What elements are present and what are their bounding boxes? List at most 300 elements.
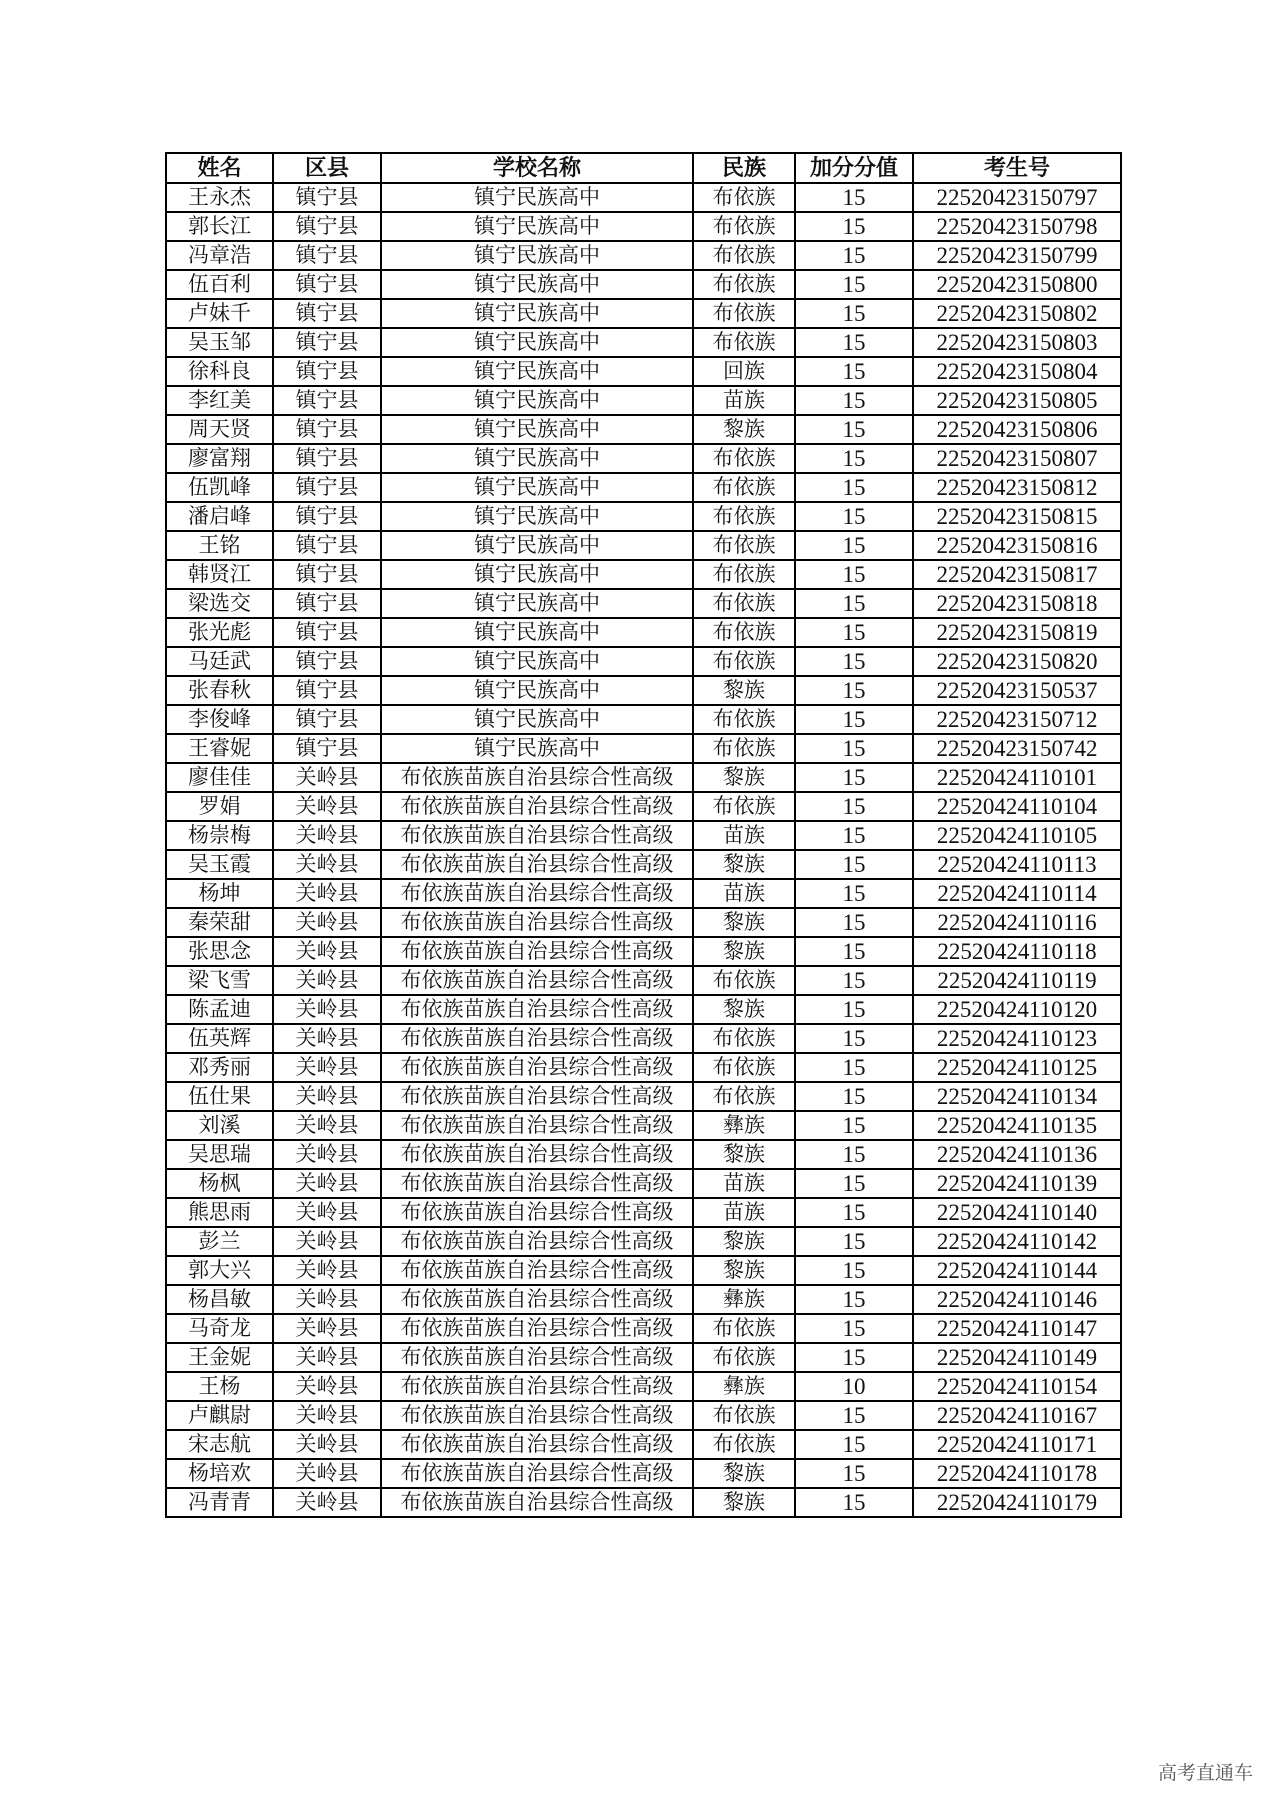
name-cell: 冯青青 — [166, 1488, 273, 1517]
table-row — [166, 415, 1121, 444]
school-cell: 镇宁民族高中 — [381, 647, 693, 676]
bonus-cell: 15 — [795, 1401, 913, 1430]
district-cell: 关岭县 — [273, 850, 381, 879]
school-cell: 布依族苗族自治县综合性高级 — [381, 1082, 693, 1111]
table-row — [166, 1459, 1121, 1488]
ethnicity-cell: 黎族 — [693, 937, 795, 966]
name-cell: 伍凯峰 — [166, 473, 273, 502]
school-cell: 布依族苗族自治县综合性高级 — [381, 1285, 693, 1314]
name-cell: 陈孟迪 — [166, 995, 273, 1024]
table-row — [166, 212, 1121, 241]
school-cell: 布依族苗族自治县综合性高级 — [381, 1430, 693, 1459]
name-cell: 杨崇梅 — [166, 821, 273, 850]
exam-id-cell: 22520424110144 — [913, 1256, 1121, 1285]
table-row — [166, 531, 1121, 560]
table-row — [166, 328, 1121, 357]
school-cell: 布依族苗族自治县综合性高级 — [381, 1488, 693, 1517]
district-cell: 镇宁县 — [273, 415, 381, 444]
bonus-cell: 15 — [795, 618, 913, 647]
table-row — [166, 937, 1121, 966]
name-cell: 王铭 — [166, 531, 273, 560]
table-row — [166, 444, 1121, 473]
ethnicity-cell: 黎族 — [693, 995, 795, 1024]
ethnicity-cell: 黎族 — [693, 1488, 795, 1517]
exam-id-cell: 22520423150803 — [913, 328, 1121, 357]
school-cell: 布依族苗族自治县综合性高级 — [381, 966, 693, 995]
district-cell: 关岭县 — [273, 908, 381, 937]
school-cell: 镇宁民族高中 — [381, 183, 693, 212]
ethnicity-cell: 布依族 — [693, 1082, 795, 1111]
name-cell: 郭长江 — [166, 212, 273, 241]
exam-id-cell: 22520424110167 — [913, 1401, 1121, 1430]
ethnicity-cell: 布依族 — [693, 328, 795, 357]
bonus-cell: 15 — [795, 937, 913, 966]
district-cell: 关岭县 — [273, 937, 381, 966]
school-cell: 布依族苗族自治县综合性高级 — [381, 1111, 693, 1140]
table-row — [166, 473, 1121, 502]
exam-id-cell: 22520424110147 — [913, 1314, 1121, 1343]
district-cell: 镇宁县 — [273, 299, 381, 328]
district-cell: 关岭县 — [273, 1459, 381, 1488]
district-cell: 关岭县 — [273, 763, 381, 792]
name-cell: 周天贤 — [166, 415, 273, 444]
bonus-cell: 15 — [795, 1314, 913, 1343]
exam-id-cell: 22520424110125 — [913, 1053, 1121, 1082]
table-row — [166, 1198, 1121, 1227]
district-cell: 关岭县 — [273, 1082, 381, 1111]
name-cell: 卢妹千 — [166, 299, 273, 328]
school-cell: 镇宁民族高中 — [381, 618, 693, 647]
exam-id-cell: 22520424110113 — [913, 850, 1121, 879]
bonus-cell: 15 — [795, 270, 913, 299]
name-cell: 梁选交 — [166, 589, 273, 618]
bonus-cell: 15 — [795, 357, 913, 386]
name-cell: 廖富翔 — [166, 444, 273, 473]
exam-id-cell: 22520423150798 — [913, 212, 1121, 241]
bonus-cell: 15 — [795, 1343, 913, 1372]
district-cell: 镇宁县 — [273, 560, 381, 589]
district-cell: 镇宁县 — [273, 386, 381, 415]
ethnicity-cell: 彝族 — [693, 1285, 795, 1314]
bonus-cell: 15 — [795, 705, 913, 734]
district-cell: 关岭县 — [273, 792, 381, 821]
bonus-cell: 15 — [795, 502, 913, 531]
ethnicity-cell: 黎族 — [693, 1140, 795, 1169]
ethnicity-cell: 布依族 — [693, 647, 795, 676]
school-cell: 布依族苗族自治县综合性高级 — [381, 1256, 693, 1285]
name-cell: 秦荣甜 — [166, 908, 273, 937]
exam-id-cell: 22520424110114 — [913, 879, 1121, 908]
exam-id-cell: 22520423150797 — [913, 183, 1121, 212]
exam-id-cell: 22520424110154 — [913, 1372, 1121, 1401]
name-cell: 吴玉邹 — [166, 328, 273, 357]
school-cell: 镇宁民族高中 — [381, 531, 693, 560]
exam-id-cell: 22520424110140 — [913, 1198, 1121, 1227]
bonus-cell: 15 — [795, 850, 913, 879]
bonus-cell: 15 — [795, 444, 913, 473]
district-cell: 关岭县 — [273, 1024, 381, 1053]
district-cell: 关岭县 — [273, 821, 381, 850]
table-row — [166, 183, 1121, 212]
table-row — [166, 966, 1121, 995]
school-cell: 镇宁民族高中 — [381, 415, 693, 444]
exam-id-cell: 22520424110135 — [913, 1111, 1121, 1140]
table-row — [166, 1285, 1121, 1314]
exam-id-cell: 22520424110118 — [913, 937, 1121, 966]
district-cell: 关岭县 — [273, 1227, 381, 1256]
header-exam-id: 考生号 — [913, 153, 1121, 183]
exam-id-cell: 22520424110104 — [913, 792, 1121, 821]
table-row — [166, 763, 1121, 792]
table-row — [166, 589, 1121, 618]
table-row — [166, 560, 1121, 589]
district-cell: 关岭县 — [273, 1256, 381, 1285]
school-cell: 布依族苗族自治县综合性高级 — [381, 908, 693, 937]
ethnicity-cell: 布依族 — [693, 299, 795, 328]
name-cell: 罗娟 — [166, 792, 273, 821]
school-cell: 镇宁民族高中 — [381, 386, 693, 415]
ethnicity-cell: 苗族 — [693, 386, 795, 415]
school-cell: 布依族苗族自治县综合性高级 — [381, 1140, 693, 1169]
district-cell: 关岭县 — [273, 1430, 381, 1459]
school-cell: 布依族苗族自治县综合性高级 — [381, 1401, 693, 1430]
ethnicity-cell: 黎族 — [693, 850, 795, 879]
bonus-cell: 15 — [795, 531, 913, 560]
school-cell: 镇宁民族高中 — [381, 473, 693, 502]
school-cell: 镇宁民族高中 — [381, 560, 693, 589]
name-cell: 王金妮 — [166, 1343, 273, 1372]
bonus-cell: 15 — [795, 386, 913, 415]
ethnicity-cell: 布依族 — [693, 560, 795, 589]
bonus-cell: 15 — [795, 1198, 913, 1227]
ethnicity-cell: 布依族 — [693, 212, 795, 241]
ethnicity-cell: 布依族 — [693, 183, 795, 212]
bonus-cell: 10 — [795, 1372, 913, 1401]
table-row — [166, 1227, 1121, 1256]
school-cell: 镇宁民族高中 — [381, 212, 693, 241]
exam-id-cell: 22520424110149 — [913, 1343, 1121, 1372]
table-row — [166, 1430, 1121, 1459]
ethnicity-cell: 布依族 — [693, 270, 795, 299]
school-cell: 镇宁民族高中 — [381, 589, 693, 618]
district-cell: 镇宁县 — [273, 473, 381, 502]
bonus-cell: 15 — [795, 734, 913, 763]
ethnicity-cell: 黎族 — [693, 763, 795, 792]
exam-id-cell: 22520424110139 — [913, 1169, 1121, 1198]
district-cell: 镇宁县 — [273, 328, 381, 357]
school-cell: 镇宁民族高中 — [381, 705, 693, 734]
district-cell: 关岭县 — [273, 879, 381, 908]
name-cell: 熊思雨 — [166, 1198, 273, 1227]
exam-id-cell: 22520423150799 — [913, 241, 1121, 270]
district-cell: 关岭县 — [273, 1169, 381, 1198]
exam-id-cell: 22520423150816 — [913, 531, 1121, 560]
bonus-cell: 15 — [795, 1111, 913, 1140]
bonus-cell: 15 — [795, 328, 913, 357]
district-cell: 关岭县 — [273, 1285, 381, 1314]
name-cell: 杨坤 — [166, 879, 273, 908]
table-row — [166, 386, 1121, 415]
district-cell: 镇宁县 — [273, 357, 381, 386]
header-school: 学校名称 — [381, 153, 693, 183]
name-cell: 李俊峰 — [166, 705, 273, 734]
table-row — [166, 1372, 1121, 1401]
district-cell: 关岭县 — [273, 1401, 381, 1430]
ethnicity-cell: 回族 — [693, 357, 795, 386]
ethnicity-cell: 彝族 — [693, 1372, 795, 1401]
district-cell: 镇宁县 — [273, 444, 381, 473]
name-cell: 伍英辉 — [166, 1024, 273, 1053]
ethnicity-cell: 布依族 — [693, 705, 795, 734]
table-row — [166, 1111, 1121, 1140]
district-cell: 关岭县 — [273, 1314, 381, 1343]
header-district: 区县 — [273, 153, 381, 183]
district-cell: 镇宁县 — [273, 705, 381, 734]
school-cell: 镇宁民族高中 — [381, 299, 693, 328]
exam-id-cell: 22520424110178 — [913, 1459, 1121, 1488]
school-cell: 镇宁民族高中 — [381, 270, 693, 299]
ethnicity-cell: 黎族 — [693, 1227, 795, 1256]
school-cell: 布依族苗族自治县综合性高级 — [381, 1053, 693, 1082]
table-row — [166, 1082, 1121, 1111]
district-cell: 关岭县 — [273, 1053, 381, 1082]
name-cell: 韩贤江 — [166, 560, 273, 589]
ethnicity-cell: 布依族 — [693, 1343, 795, 1372]
name-cell: 马奇龙 — [166, 1314, 273, 1343]
exam-id-cell: 22520423150800 — [913, 270, 1121, 299]
ethnicity-cell: 布依族 — [693, 531, 795, 560]
bonus-cell: 15 — [795, 1024, 913, 1053]
table-row — [166, 241, 1121, 270]
table-row — [166, 502, 1121, 531]
ethnicity-cell: 布依族 — [693, 241, 795, 270]
school-cell: 布依族苗族自治县综合性高级 — [381, 1314, 693, 1343]
name-cell: 廖佳佳 — [166, 763, 273, 792]
bonus-cell: 15 — [795, 1256, 913, 1285]
bonus-cell: 15 — [795, 473, 913, 502]
bonus-cell: 15 — [795, 908, 913, 937]
exam-id-cell: 22520424110101 — [913, 763, 1121, 792]
bonus-cell: 15 — [795, 589, 913, 618]
exam-id-cell: 22520423150820 — [913, 647, 1121, 676]
bonus-points-table — [165, 152, 1122, 1518]
bonus-cell: 15 — [795, 1140, 913, 1169]
name-cell: 吴玉霞 — [166, 850, 273, 879]
table-row — [166, 1314, 1121, 1343]
name-cell: 张春秋 — [166, 676, 273, 705]
name-cell: 彭兰 — [166, 1227, 273, 1256]
table-row — [166, 705, 1121, 734]
school-cell: 镇宁民族高中 — [381, 241, 693, 270]
district-cell: 关岭县 — [273, 1488, 381, 1517]
exam-id-cell: 22520423150812 — [913, 473, 1121, 502]
table-row — [166, 995, 1121, 1024]
table-row — [166, 1053, 1121, 1082]
ethnicity-cell: 布依族 — [693, 966, 795, 995]
table-row — [166, 647, 1121, 676]
name-cell: 张光彪 — [166, 618, 273, 647]
table-row — [166, 1401, 1121, 1430]
table-row — [166, 618, 1121, 647]
exam-id-cell: 22520423150712 — [913, 705, 1121, 734]
ethnicity-cell: 布依族 — [693, 444, 795, 473]
school-cell: 布依族苗族自治县综合性高级 — [381, 1459, 693, 1488]
exam-id-cell: 22520424110142 — [913, 1227, 1121, 1256]
school-cell: 镇宁民族高中 — [381, 502, 693, 531]
bonus-cell: 15 — [795, 212, 913, 241]
exam-id-cell: 22520423150806 — [913, 415, 1121, 444]
ethnicity-cell: 苗族 — [693, 1198, 795, 1227]
table-row — [166, 879, 1121, 908]
table-row — [166, 299, 1121, 328]
name-cell: 王杨 — [166, 1372, 273, 1401]
exam-id-cell: 22520424110119 — [913, 966, 1121, 995]
name-cell: 冯章浩 — [166, 241, 273, 270]
name-cell: 张思念 — [166, 937, 273, 966]
school-cell: 布依族苗族自治县综合性高级 — [381, 1343, 693, 1372]
district-cell: 关岭县 — [273, 1140, 381, 1169]
school-cell: 布依族苗族自治县综合性高级 — [381, 763, 693, 792]
ethnicity-cell: 黎族 — [693, 1459, 795, 1488]
school-cell: 布依族苗族自治县综合性高级 — [381, 1198, 693, 1227]
table-row — [166, 1256, 1121, 1285]
bonus-cell: 15 — [795, 647, 913, 676]
bonus-cell: 15 — [795, 560, 913, 589]
table-row — [166, 1140, 1121, 1169]
bonus-cell: 15 — [795, 966, 913, 995]
watermark: 高考直通车 — [1158, 1762, 1254, 1784]
exam-id-cell: 22520423150537 — [913, 676, 1121, 705]
ethnicity-cell: 布依族 — [693, 792, 795, 821]
district-cell: 关岭县 — [273, 1343, 381, 1372]
school-cell: 布依族苗族自治县综合性高级 — [381, 995, 693, 1024]
name-cell: 吴思瑞 — [166, 1140, 273, 1169]
bonus-cell: 15 — [795, 792, 913, 821]
district-cell: 镇宁县 — [273, 618, 381, 647]
school-cell: 镇宁民族高中 — [381, 357, 693, 386]
exam-id-cell: 22520423150805 — [913, 386, 1121, 415]
ethnicity-cell: 彝族 — [693, 1111, 795, 1140]
school-cell: 布依族苗族自治县综合性高级 — [381, 792, 693, 821]
ethnicity-cell: 布依族 — [693, 589, 795, 618]
ethnicity-cell: 黎族 — [693, 415, 795, 444]
name-cell: 郭大兴 — [166, 1256, 273, 1285]
table-row — [166, 792, 1121, 821]
bonus-cell: 15 — [795, 1053, 913, 1082]
bonus-cell: 15 — [795, 241, 913, 270]
school-cell: 布依族苗族自治县综合性高级 — [381, 850, 693, 879]
district-cell: 镇宁县 — [273, 647, 381, 676]
name-cell: 王睿妮 — [166, 734, 273, 763]
district-cell: 关岭县 — [273, 1111, 381, 1140]
exam-id-cell: 22520423150802 — [913, 299, 1121, 328]
table-row — [166, 821, 1121, 850]
name-cell: 徐科良 — [166, 357, 273, 386]
school-cell: 镇宁民族高中 — [381, 676, 693, 705]
ethnicity-cell: 布依族 — [693, 473, 795, 502]
bonus-cell: 15 — [795, 1285, 913, 1314]
bonus-cell: 15 — [795, 763, 913, 792]
exam-id-cell: 22520424110146 — [913, 1285, 1121, 1314]
table-row — [166, 1024, 1121, 1053]
name-cell: 邓秀丽 — [166, 1053, 273, 1082]
name-cell: 伍仕果 — [166, 1082, 273, 1111]
table-row — [166, 1488, 1121, 1517]
name-cell: 刘溪 — [166, 1111, 273, 1140]
exam-id-cell: 22520424110179 — [913, 1488, 1121, 1517]
district-cell: 镇宁县 — [273, 212, 381, 241]
ethnicity-cell: 黎族 — [693, 1256, 795, 1285]
bonus-cell: 15 — [795, 1169, 913, 1198]
name-cell: 伍百利 — [166, 270, 273, 299]
bonus-cell: 15 — [795, 1082, 913, 1111]
school-cell: 布依族苗族自治县综合性高级 — [381, 879, 693, 908]
header-name: 姓名 — [166, 153, 273, 183]
table-row — [166, 676, 1121, 705]
exam-id-cell: 22520423150817 — [913, 560, 1121, 589]
exam-id-cell: 22520424110171 — [913, 1430, 1121, 1459]
school-cell: 布依族苗族自治县综合性高级 — [381, 821, 693, 850]
name-cell: 李红美 — [166, 386, 273, 415]
school-cell: 镇宁民族高中 — [381, 444, 693, 473]
bonus-cell: 15 — [795, 1459, 913, 1488]
ethnicity-cell: 布依族 — [693, 502, 795, 531]
school-cell: 布依族苗族自治县综合性高级 — [381, 1169, 693, 1198]
bonus-cell: 15 — [795, 1227, 913, 1256]
ethnicity-cell: 布依族 — [693, 1401, 795, 1430]
exam-id-cell: 22520424110134 — [913, 1082, 1121, 1111]
district-cell: 关岭县 — [273, 966, 381, 995]
ethnicity-cell: 布依族 — [693, 734, 795, 763]
school-cell: 镇宁民族高中 — [381, 328, 693, 357]
ethnicity-cell: 布依族 — [693, 618, 795, 647]
name-cell: 梁飞雪 — [166, 966, 273, 995]
header-bonus: 加分分值 — [795, 153, 913, 183]
exam-id-cell: 22520423150807 — [913, 444, 1121, 473]
district-cell: 关岭县 — [273, 995, 381, 1024]
header-ethnicity: 民族 — [693, 153, 795, 183]
name-cell: 王永杰 — [166, 183, 273, 212]
ethnicity-cell: 布依族 — [693, 1024, 795, 1053]
name-cell: 马廷武 — [166, 647, 273, 676]
ethnicity-cell: 苗族 — [693, 821, 795, 850]
bonus-cell: 15 — [795, 995, 913, 1024]
exam-id-cell: 22520424110116 — [913, 908, 1121, 937]
table-row — [166, 270, 1121, 299]
ethnicity-cell: 黎族 — [693, 676, 795, 705]
district-cell: 镇宁县 — [273, 502, 381, 531]
table-row — [166, 734, 1121, 763]
district-cell: 镇宁县 — [273, 676, 381, 705]
school-cell: 布依族苗族自治县综合性高级 — [381, 937, 693, 966]
district-cell: 镇宁县 — [273, 734, 381, 763]
header-row — [166, 153, 1121, 183]
school-cell: 布依族苗族自治县综合性高级 — [381, 1227, 693, 1256]
exam-id-cell: 22520423150819 — [913, 618, 1121, 647]
ethnicity-cell: 布依族 — [693, 1430, 795, 1459]
bonus-cell: 15 — [795, 299, 913, 328]
school-cell: 布依族苗族自治县综合性高级 — [381, 1372, 693, 1401]
bonus-cell: 15 — [795, 879, 913, 908]
table-row — [166, 908, 1121, 937]
name-cell: 潘启峰 — [166, 502, 273, 531]
district-cell: 镇宁县 — [273, 183, 381, 212]
exam-id-cell: 22520423150742 — [913, 734, 1121, 763]
exam-id-cell: 22520424110120 — [913, 995, 1121, 1024]
ethnicity-cell: 布依族 — [693, 1053, 795, 1082]
name-cell: 宋志航 — [166, 1430, 273, 1459]
table-row — [166, 850, 1121, 879]
